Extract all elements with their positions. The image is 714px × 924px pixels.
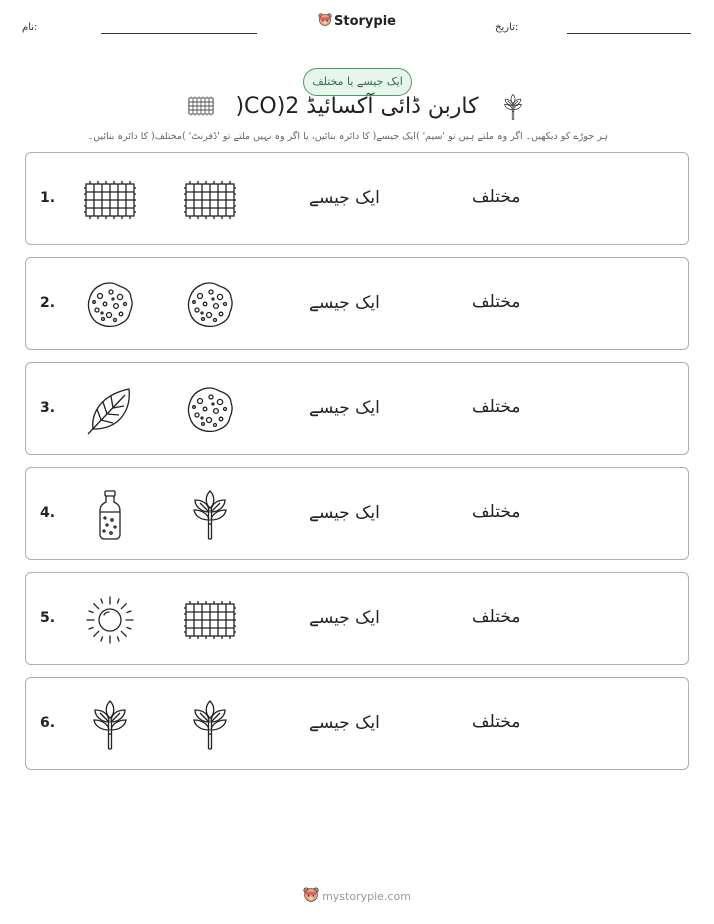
title-area bbox=[0, 92, 714, 126]
instructions: ہر جوڑے کو دیکھیں۔ اگر وہ ملتے ہیں تو 'سیم' )ایک جیسے( کا دائرہ بنائیں، یا اگر وہ نہیں ملتے تو 'ڈفرنٹ' )مختلف( کا دائرہ بنائیں۔ bbox=[87, 131, 608, 142]
bottle-icon bbox=[82, 490, 138, 540]
exercise-row bbox=[25, 467, 689, 560]
sapling-icon bbox=[500, 92, 526, 122]
different-option[interactable]: مختلف bbox=[472, 502, 521, 522]
different-option[interactable]: مختلف bbox=[472, 712, 521, 732]
row-number: 2. bbox=[40, 295, 56, 311]
exercise-row bbox=[25, 677, 689, 770]
row-number: 6. bbox=[40, 715, 56, 731]
row-number: 5. bbox=[40, 610, 56, 626]
grill-icon bbox=[182, 175, 238, 225]
bear-logo-icon bbox=[318, 13, 332, 27]
sapling-icon bbox=[182, 700, 238, 750]
same-option[interactable]: ایک جیسے bbox=[309, 188, 380, 208]
page-title: کاربن ڈائی آکسائیڈ CO)2( bbox=[235, 94, 479, 119]
row-number: 4. bbox=[40, 505, 56, 521]
brand-name: Storypie bbox=[334, 14, 396, 29]
exercise-row bbox=[25, 257, 689, 350]
different-option[interactable]: مختلف bbox=[472, 187, 521, 207]
different-option[interactable]: مختلف bbox=[472, 397, 521, 417]
date-field[interactable] bbox=[567, 33, 691, 34]
grill-icon bbox=[182, 595, 238, 645]
sun-icon bbox=[82, 595, 138, 645]
cookie-icon bbox=[182, 385, 238, 435]
grill-icon bbox=[82, 175, 138, 225]
exercise-row bbox=[25, 362, 689, 455]
name-field[interactable] bbox=[101, 33, 257, 34]
row-number: 1. bbox=[40, 190, 56, 206]
bear-logo-icon bbox=[303, 886, 319, 904]
different-option[interactable]: مختلف bbox=[472, 607, 521, 627]
exercise-row bbox=[25, 572, 689, 665]
leaf-icon bbox=[82, 385, 138, 435]
cookie-icon bbox=[182, 280, 238, 330]
same-option[interactable]: ایک جیسے bbox=[309, 398, 380, 418]
same-option[interactable]: ایک جیسے bbox=[309, 608, 380, 628]
exercise-row bbox=[25, 152, 689, 245]
cookie-icon bbox=[82, 280, 138, 330]
topic-badge: ایک جیسے یا مختلف bbox=[303, 68, 412, 96]
sapling-icon bbox=[182, 490, 238, 540]
same-option[interactable]: ایک جیسے bbox=[309, 713, 380, 733]
brand-logo bbox=[0, 13, 714, 29]
different-option[interactable]: مختلف bbox=[472, 292, 521, 312]
same-option[interactable]: ایک جیسے bbox=[309, 293, 380, 313]
same-option[interactable]: ایک جیسے bbox=[309, 503, 380, 523]
grill-icon bbox=[186, 96, 216, 116]
footer bbox=[0, 886, 714, 904]
name-label: نام: bbox=[22, 22, 38, 33]
sapling-icon bbox=[82, 700, 138, 750]
row-number: 3. bbox=[40, 400, 56, 416]
footer-url: mystorypie.com bbox=[322, 890, 411, 903]
date-label: تاریخ: bbox=[495, 22, 519, 33]
